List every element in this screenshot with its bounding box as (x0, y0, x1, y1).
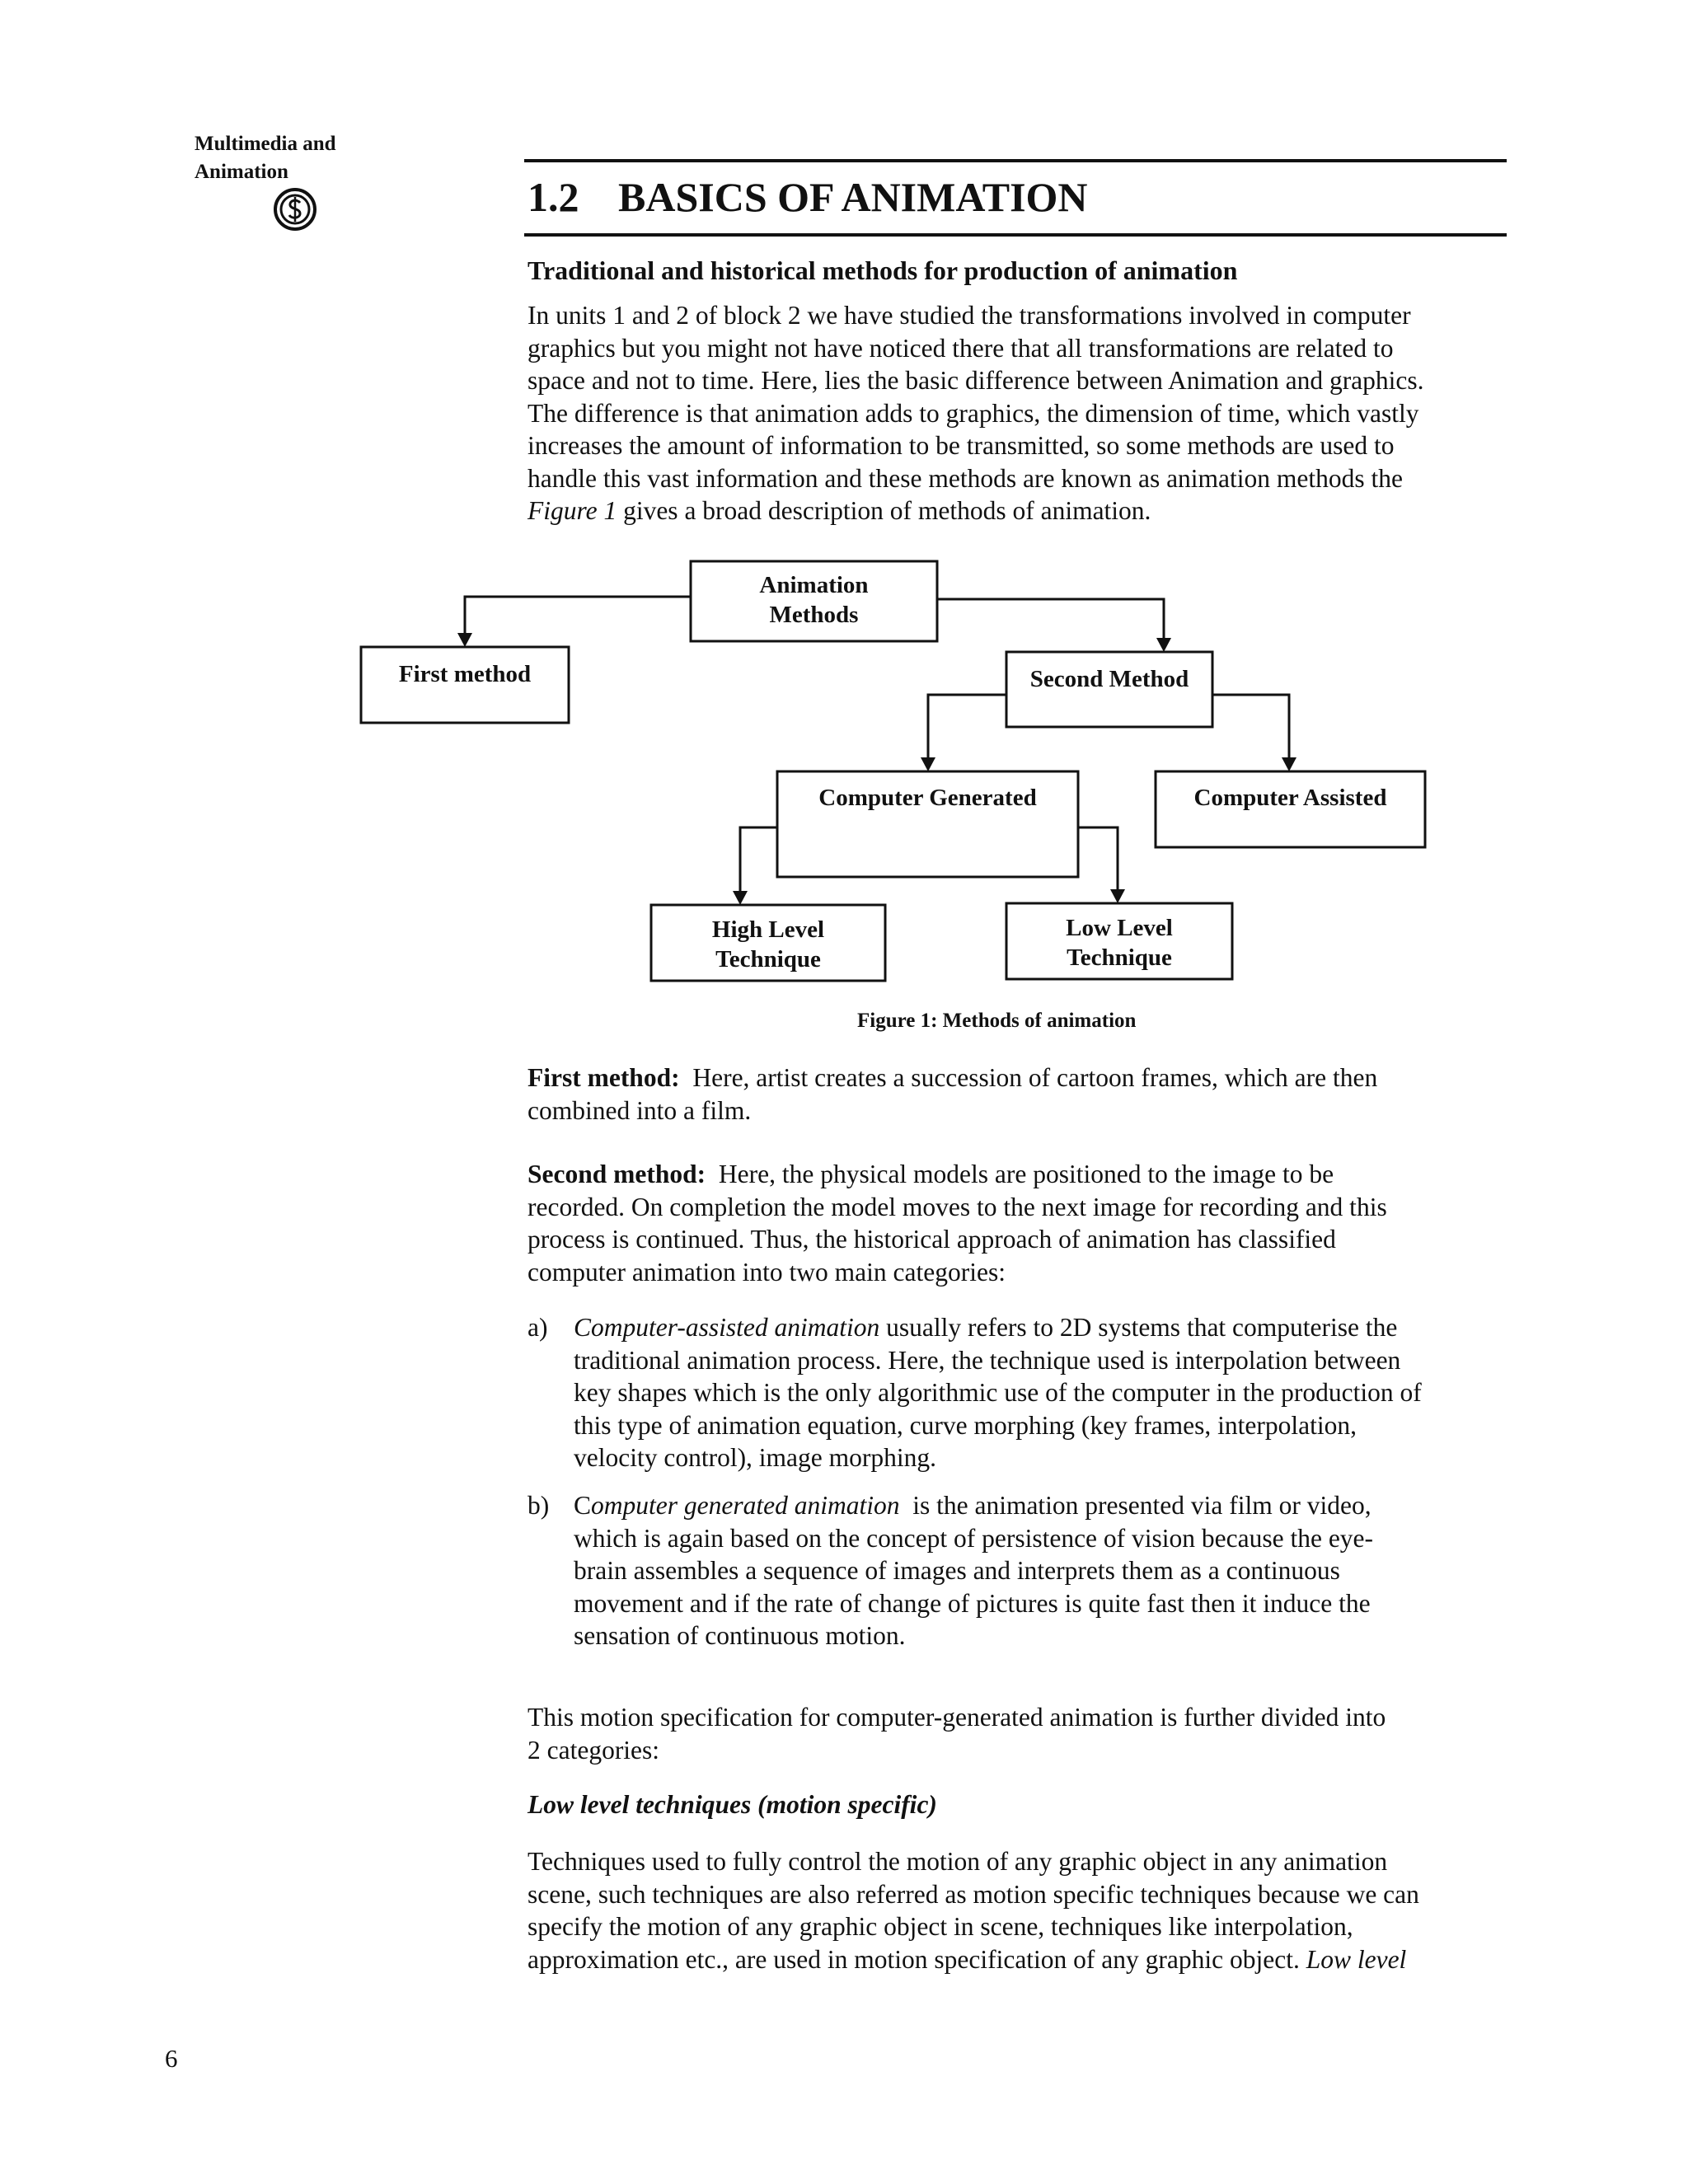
first-method-paragraph (528, 1062, 1517, 1127)
label-first-method: First method (398, 661, 532, 687)
list-marker-b: b) (528, 1491, 550, 1520)
list-item-a-line-1-rest: usually refers to 2D systems that computerise the (879, 1313, 1398, 1342)
intro-line: graphics but you might not have noticed there that all transformations are related to (528, 333, 1394, 363)
list-item-b-line: movement and if the rate of change of pictures is quite fast then it induce the (574, 1588, 1371, 1618)
intro-line-last (528, 494, 1517, 527)
label-low-level-line-2: Technique (1067, 944, 1172, 971)
list-item-a-line: key shapes which is the only algorithmic use of the computer in the production of (574, 1378, 1422, 1407)
page-number: 6 (165, 2044, 178, 2073)
list-item-b-body (574, 1489, 1373, 1652)
figure-caption: Figure 1: Methods of animation (857, 1010, 1137, 1032)
connector-to-first (465, 597, 691, 635)
section-number: 1.2 (528, 174, 579, 220)
arrowhead (1282, 757, 1296, 771)
arrowhead (457, 633, 472, 647)
list-item-b-line: sensation of continuous motion. (574, 1621, 906, 1650)
label-low-level (1006, 913, 1232, 972)
connector-to-second (937, 599, 1164, 640)
university-logo-icon (272, 186, 318, 232)
second-method-line: recorded. On completion the model moves to the next image for recording and this (528, 1192, 1387, 1221)
first-method-line-2: combined into a film. (528, 1095, 752, 1125)
list-item-a-line: velocity control), image morphing. (574, 1443, 937, 1472)
list-item-b (528, 1489, 1525, 1654)
section-title-text: BASICS OF ANIMATION (618, 174, 1088, 220)
running-head-line-2: Animation (195, 161, 288, 183)
low-level-line: Techniques used to fully control the motion of any graphic object in any animation (528, 1847, 1388, 1876)
label-low-level-line-1: Low Level (1066, 915, 1173, 941)
second-method-label: Second method: (528, 1160, 706, 1188)
list-item-a-line: traditional animation process. Here, the technique used is interpolation between (574, 1345, 1401, 1375)
label-high-level (651, 915, 885, 974)
list-item-a-line-1 (574, 1311, 1422, 1344)
list-item-b-line-1-rest: is the animation presented via film or video, (899, 1491, 1372, 1520)
first-method-line-1-text: Here, artist creates a succession of cartoon frames, which are then (679, 1063, 1378, 1092)
second-method-line: process is continued. Thus, the historical approach of animation has classified (528, 1225, 1336, 1254)
second-method-paragraph (528, 1158, 1517, 1288)
subheading: Traditional and historical methods for production of animation (528, 255, 1238, 285)
section-rule-bottom (524, 233, 1507, 237)
label-computer-generated: Computer Generated (818, 785, 1037, 811)
running-head-line-1: Multimedia and (195, 133, 336, 155)
motion-spec-paragraph (528, 1701, 1517, 1766)
section-rule-top (524, 159, 1507, 162)
list-item-a (528, 1311, 1525, 1476)
list-item-b-line-1 (574, 1489, 1373, 1522)
low-level-paragraph (528, 1845, 1517, 1975)
intro-line-last-rest: gives a broad description of methods of animation. (617, 496, 1151, 525)
connector-to-assisted (1212, 695, 1289, 758)
list-item-a-line: this type of animation equation, curve morphing (key frames, interpolation, (574, 1410, 1357, 1440)
intro-line: The difference is that animation adds to graphics, the dimension of time, which vastly (528, 398, 1419, 428)
intro-line: In units 1 and 2 of block 2 we have studied the transformations involved in computer (528, 301, 1411, 330)
low-level-heading: Low level techniques (motion specific) (528, 1790, 937, 1819)
label-animation-methods-line-2: Methods (769, 602, 859, 628)
list-item-b-term: omputer generated animation (591, 1491, 900, 1520)
list-item-b-line: brain assembles a sequence of images and interprets them as a continuous (574, 1556, 1340, 1585)
arrowhead (921, 757, 935, 771)
second-method-line-1 (528, 1158, 1517, 1191)
arrowhead (1110, 889, 1125, 903)
label-animation-methods-line-1: Animation (759, 572, 869, 598)
list-item-a-term: Computer-assisted animation (574, 1313, 880, 1342)
label-animation-methods (691, 570, 937, 630)
label-second-method: Second Method (1029, 666, 1189, 692)
figure-reference: Figure 1 (528, 496, 617, 525)
label-high-level-line-2: Technique (715, 946, 821, 972)
first-method-line-1 (528, 1062, 1517, 1094)
low-level-heading-block (528, 1788, 1517, 1821)
low-level-line: scene, such techniques are also referred as motion specific techniques because we can (528, 1879, 1419, 1909)
arrowhead (1156, 638, 1171, 652)
list-item-b-line: which is again based on the concept of persistence of vision because the eye- (574, 1523, 1374, 1553)
low-level-line-last-italic: Low level (1306, 1944, 1407, 1974)
intro-line: space and not to time. Here, lies the basic difference between Animation and graphics. (528, 366, 1424, 395)
motion-spec-line-2: 2 categories: (528, 1735, 660, 1765)
motion-spec-line-1: This motion specification for computer-generated animation is further divided into (528, 1703, 1386, 1732)
list-item-a-body (574, 1311, 1422, 1474)
running-head (195, 130, 336, 186)
first-method-label: First method: (528, 1063, 680, 1092)
intro-line: increases the amount of information to be transmitted, so some methods are used to (528, 431, 1395, 460)
label-high-level-line-1: High Level (711, 916, 825, 943)
label-computer-assisted: Computer Assisted (1193, 785, 1387, 811)
section-title (528, 173, 1088, 221)
low-level-line-last-plain: approximation etc., are used in motion specification of any graphic object. (528, 1944, 1306, 1974)
second-method-line-1-text: Here, the physical models are positioned to the image to be (706, 1160, 1334, 1188)
connector-to-high (740, 827, 777, 892)
list-marker-a: a) (528, 1313, 548, 1342)
list-item-b-initial: C (574, 1491, 592, 1520)
connector-to-low (1078, 827, 1118, 890)
intro-paragraph (528, 299, 1517, 527)
connector-to-generated (928, 695, 1006, 758)
low-level-line: specify the motion of any graphic object in scene, techniques like interpolation, (528, 1912, 1353, 1941)
low-level-line-last (528, 1943, 1517, 1976)
intro-line: handle this vast information and these methods are known as animation methods the (528, 463, 1404, 493)
second-method-line: computer animation into two main categories: (528, 1257, 1006, 1286)
arrowhead (733, 891, 748, 905)
